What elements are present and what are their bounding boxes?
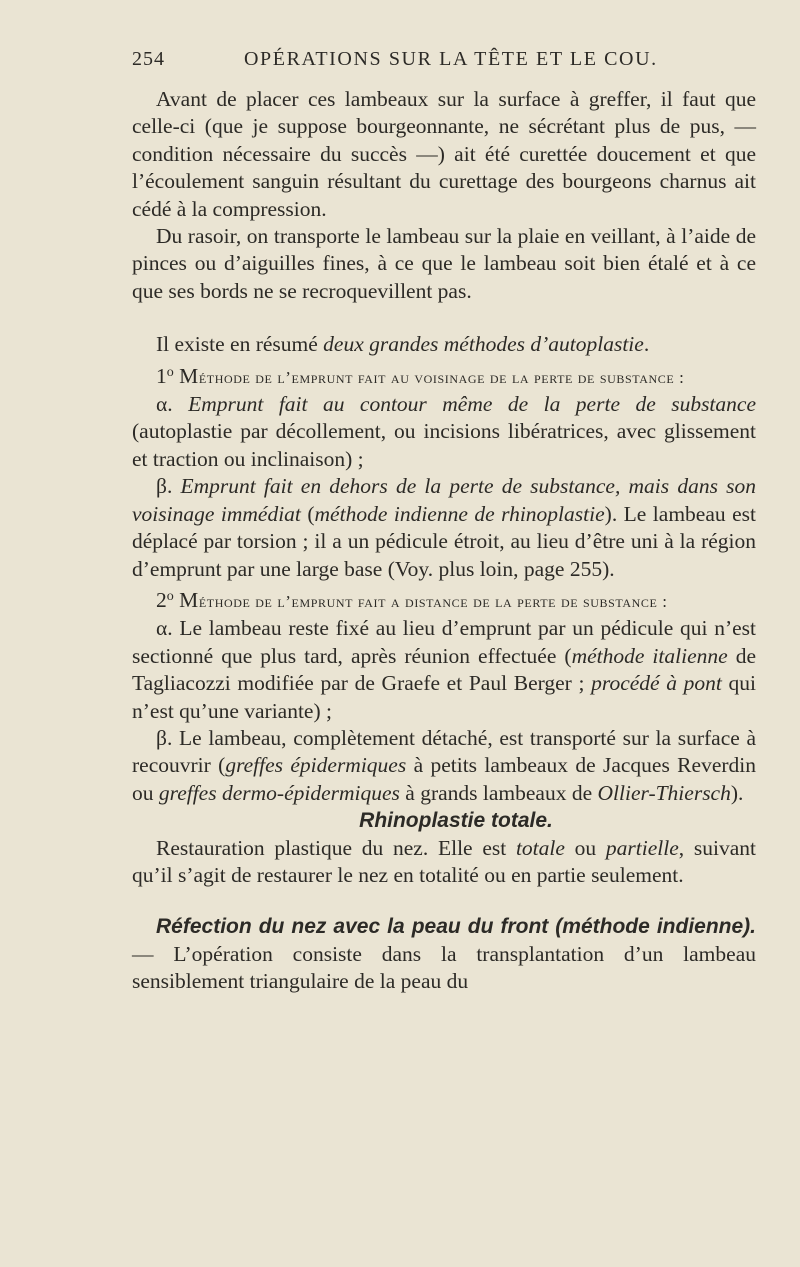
paragraph-2: Du rasoir, on transporte le lambeau sur la plaie en veillant, à l’aide de pinces ou d’aiguilles fines, à ce que le lambeau soit bien étalé et à ce que ses bords ne se recroquevillent pas. <box>132 224 756 303</box>
m1a-italic: Emprunt fait au contour même de la perte de substance <box>188 392 756 417</box>
m2a-italic1: méthode italienne <box>571 643 728 668</box>
p4-text2: ou <box>564 835 606 860</box>
paragraph-1: Avant de placer ces lambeaux sur la surface à greffer, il faut que celle-ci (que je suppose bourgeonnante, ne sécrétant plus de pus, — condition nécessaire du succès —) ait été curettée doucement et que l’écoulement sanguin résultant du curettage des bourgeons charnus ait cédé à la compression. <box>132 87 756 221</box>
m2b-text3: à grands lambeaux de <box>399 780 598 805</box>
p3-italic: deux grandes méthodes d’autoplastie <box>323 332 644 357</box>
method-1-alpha <box>132 391 756 473</box>
method-2-degree: o <box>166 588 174 604</box>
m1a-letter: α. <box>156 392 189 417</box>
method-1-number: 1 <box>156 363 167 388</box>
section-title: Rhinoplastie totale. <box>359 809 553 833</box>
m2a-letter: α. <box>156 616 180 641</box>
page-number: 254 <box>132 48 165 70</box>
method-2-first-letter: M <box>179 587 199 612</box>
m2b-text2: à petits lambeaux de Jacques Reverdin ou <box>132 753 756 805</box>
m2b-letter: β. <box>156 725 179 750</box>
page-body <box>132 86 756 996</box>
method-2-rest: éthode de l’emprunt fait a distance de la perte de substance : <box>198 591 668 611</box>
m1b-italic1: Emprunt fait en dehors de la perte de substance, mais dans son voisinage immédiat <box>132 474 756 526</box>
m1b-letter: β. <box>156 474 181 499</box>
m2b-text4: ). <box>730 780 744 805</box>
m2b-italic1: greffes épidermiques <box>225 753 407 778</box>
paragraph-3 <box>132 331 756 358</box>
method-2-alpha <box>132 615 756 725</box>
method-1-degree: o <box>166 364 174 380</box>
m2b-italic2: greffes dermo-épidermiques <box>158 780 400 805</box>
p3-lead: Il existe en résumé <box>156 332 324 357</box>
running-title: OPÉRATIONS SUR LA TÊTE ET LE COU. <box>244 48 658 70</box>
paragraph-4 <box>132 835 756 890</box>
m2b-text1: Le lambeau, complètement détaché, est transporté sur la surface à recouvrir ( <box>132 725 756 778</box>
m1b-text2: ). Le lambeau est déplacé par torsion ; il a un pédicule étroit, au lieu d’être uni à la région d’emprunt par une large base (Voy. plus loin, page 255). <box>132 501 756 581</box>
method-1-rest: éthode de l’emprunt fait au voisinage de la perte de substance : <box>198 367 685 387</box>
method-2-number: 2 <box>156 587 167 612</box>
p3-tail: . <box>643 332 650 357</box>
method-2-beta <box>132 725 756 807</box>
p4-italic1: totale <box>515 835 565 860</box>
method-2-title <box>179 587 668 612</box>
m2b-italic3: Ollier-Thiersch <box>597 780 731 805</box>
p5-heading: Réfection du nez avec la peau du front (méthode indienne). <box>156 915 756 939</box>
p4-text1: Restauration plastique du nez. Elle est <box>156 835 516 860</box>
method-2-heading <box>132 583 756 615</box>
method-1-beta <box>132 473 756 583</box>
method-1-first-letter: M <box>179 363 199 388</box>
m2a-text1: Le lambeau reste fixé au lieu d’emprunt par un pédicule qui n’est sectionné que plus tard, après réunion effectuée ( <box>132 616 756 668</box>
p5-text: — L’opération consiste dans la transplantation d’un lambeau sensiblement triangulaire de la peau du <box>132 941 756 994</box>
method-1-title <box>179 363 685 388</box>
m1a-text: (autoplastie par décollement, ou incisions libératrices, avec glissement et traction ou inclinaison) ; <box>132 419 756 471</box>
paragraph-5 <box>132 913 756 995</box>
m1b-text1: ( <box>300 501 315 526</box>
p4-text3: , suivant qu’il s’agit de restaurer le nez en totalité ou en partie seulement. <box>132 835 756 887</box>
m2a-text2: de Tagliacozzi modifiée par de Graefe et Paul Berger ; <box>132 643 756 696</box>
m2a-text3: qui n’est qu’une variante) ; <box>132 671 756 723</box>
method-1-heading <box>132 359 756 391</box>
page-header <box>132 48 756 76</box>
m2a-italic2: procédé à pont <box>591 671 722 696</box>
m1b-italic2: méthode indienne de rhinoplastie <box>314 501 605 526</box>
p4-italic2: partielle <box>605 835 679 860</box>
